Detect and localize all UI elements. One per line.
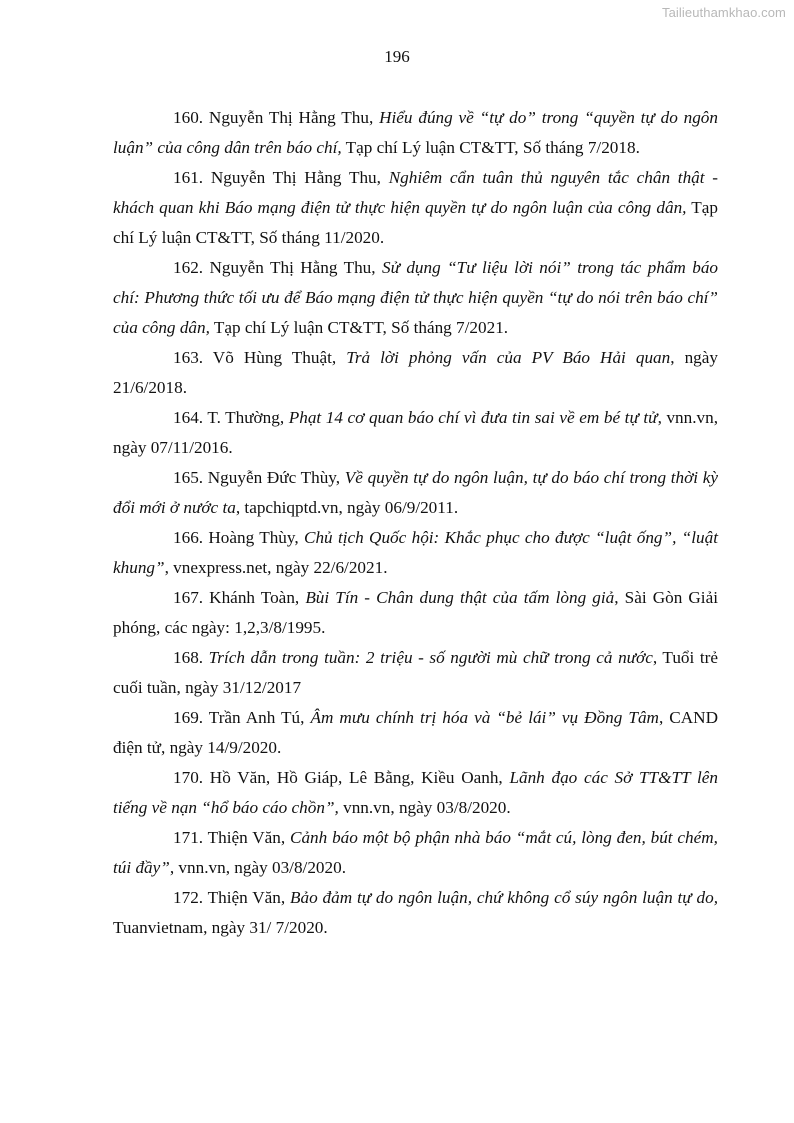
reference-text: , tapchiqptd.vn, ngày 06/9/2011. <box>235 498 459 517</box>
reference-text: 170. Hồ Văn, Hồ Giáp, Lê Bằng, Kiều Oanh, <box>173 768 510 787</box>
reference-text: 164. T. Thường, <box>173 408 289 427</box>
reference-title: Bảo đảm tự do ngôn luận, chứ không cổ súy ngôn luận tự do, <box>289 888 718 907</box>
reference-text: 172. Thiện Văn, <box>173 888 290 907</box>
reference-list <box>113 103 718 943</box>
reference-item <box>113 583 718 643</box>
reference-text: 162. Nguyễn Thị Hằng Thu, <box>173 258 382 277</box>
reference-title: Chủ tịch Quốc hội: Khắc phục cho được “luật ống”, “luật khung” <box>113 528 718 577</box>
reference-text: , CAND điện tử, ngày 14/9/2020. <box>113 708 718 757</box>
reference-item <box>113 163 718 253</box>
reference-title: Cảnh báo một bộ phận nhà báo “mắt cú, lòng đen, bút chém, túi đầy” <box>113 828 718 877</box>
reference-title: Âm mưu chính trị hóa và “bẻ lái” vụ Đồng Tâm <box>310 708 659 727</box>
reference-text: 169. Trần Anh Tú, <box>173 708 311 727</box>
reference-item <box>113 703 718 763</box>
reference-text: , vnn.vn, ngày 03/8/2020. <box>169 858 346 877</box>
reference-item <box>113 253 718 343</box>
reference-title: Sử dụng “Tư liệu lời nói” trong tác phẩm báo chí: Phương thức tối ưu để Báo mạng điện tử thực hiện quyền “tự do nói trên báo chí” của công dân, <box>113 258 719 337</box>
reference-item <box>113 763 718 823</box>
reference-text: 171. Thiện Văn, <box>173 828 290 847</box>
reference-text: 160. Nguyễn Thị Hằng Thu, <box>173 108 380 127</box>
reference-item <box>113 463 718 523</box>
reference-text: 168. <box>173 648 209 667</box>
reference-text: , ngày 21/6/2018. <box>113 348 718 397</box>
reference-text: , vnn.vn, ngày 07/11/2016. <box>113 408 719 457</box>
watermark-text: Tailieuthamkhao.com <box>661 5 786 20</box>
reference-text: Tuanvietnam, ngày 31/ 7/2020. <box>113 918 328 937</box>
reference-title: Lãnh đạo các Sở TT&TT lên tiếng về nạn “hổ báo cáo chồn”, <box>113 768 719 817</box>
reference-text: Tạp chí Lý luận CT&TT, Số tháng 7/2021. <box>209 318 509 337</box>
reference-item <box>113 523 718 583</box>
reference-text: 165. Nguyễn Đức Thùy, <box>173 468 345 487</box>
reference-text: Tạp chí Lý luận CT&TT, Số tháng 11/2020. <box>113 198 718 247</box>
reference-item <box>113 103 718 163</box>
reference-text: 167. Khánh Toàn, <box>173 588 306 607</box>
reference-text: , vnexpress.net, ngày 22/6/2021. <box>164 558 388 577</box>
reference-title: Hiểu đúng về “tự do” trong “quyền tự do ngôn luận” của công dân trên báo chí, <box>113 108 718 157</box>
reference-title: Nghiêm cẩn tuân thủ nguyên tắc chân thật - khách quan khi Báo mạng điện tử thực hiện quyền tự do ngôn luận của công dân, <box>113 168 718 217</box>
reference-item <box>113 643 718 703</box>
reference-item <box>113 823 718 883</box>
reference-text: Tạp chí Lý luận CT&TT, Số tháng 7/2018. <box>341 138 640 157</box>
reference-text: 163. Võ Hùng Thuật, <box>173 348 347 367</box>
reference-title: Phạt 14 cơ quan báo chí vì đưa tin sai về em bé tự tử <box>288 408 658 427</box>
reference-title: Về quyền tự do ngôn luận, tự do báo chí trong thời kỳ đổi mới ở nước ta <box>113 468 719 517</box>
reference-text: 166. Hoàng Thùy, <box>173 528 304 547</box>
reference-text: 161. Nguyễn Thị Hằng Thu, <box>173 168 389 187</box>
reference-text: vnn.vn, ngày 03/8/2020. <box>338 798 511 817</box>
reference-text: , Sài Gòn Giải phóng, các ngày: 1,2,3/8/1995. <box>113 588 718 637</box>
reference-title: Bùi Tín - Chân dung thật của tấm lòng giả <box>305 588 615 607</box>
page-number: 196 <box>384 47 410 66</box>
reference-item <box>113 883 718 943</box>
reference-text: , Tuổi trẻ cuối tuần, ngày 31/12/2017 <box>113 648 718 697</box>
reference-title: Trả lời phỏng vấn của PV Báo Hải quan <box>346 348 671 367</box>
reference-title: Trích dẫn trong tuần: 2 triệu - số người mù chữ trong cả nước <box>208 648 653 667</box>
reference-item <box>113 343 718 403</box>
reference-item <box>113 403 718 463</box>
